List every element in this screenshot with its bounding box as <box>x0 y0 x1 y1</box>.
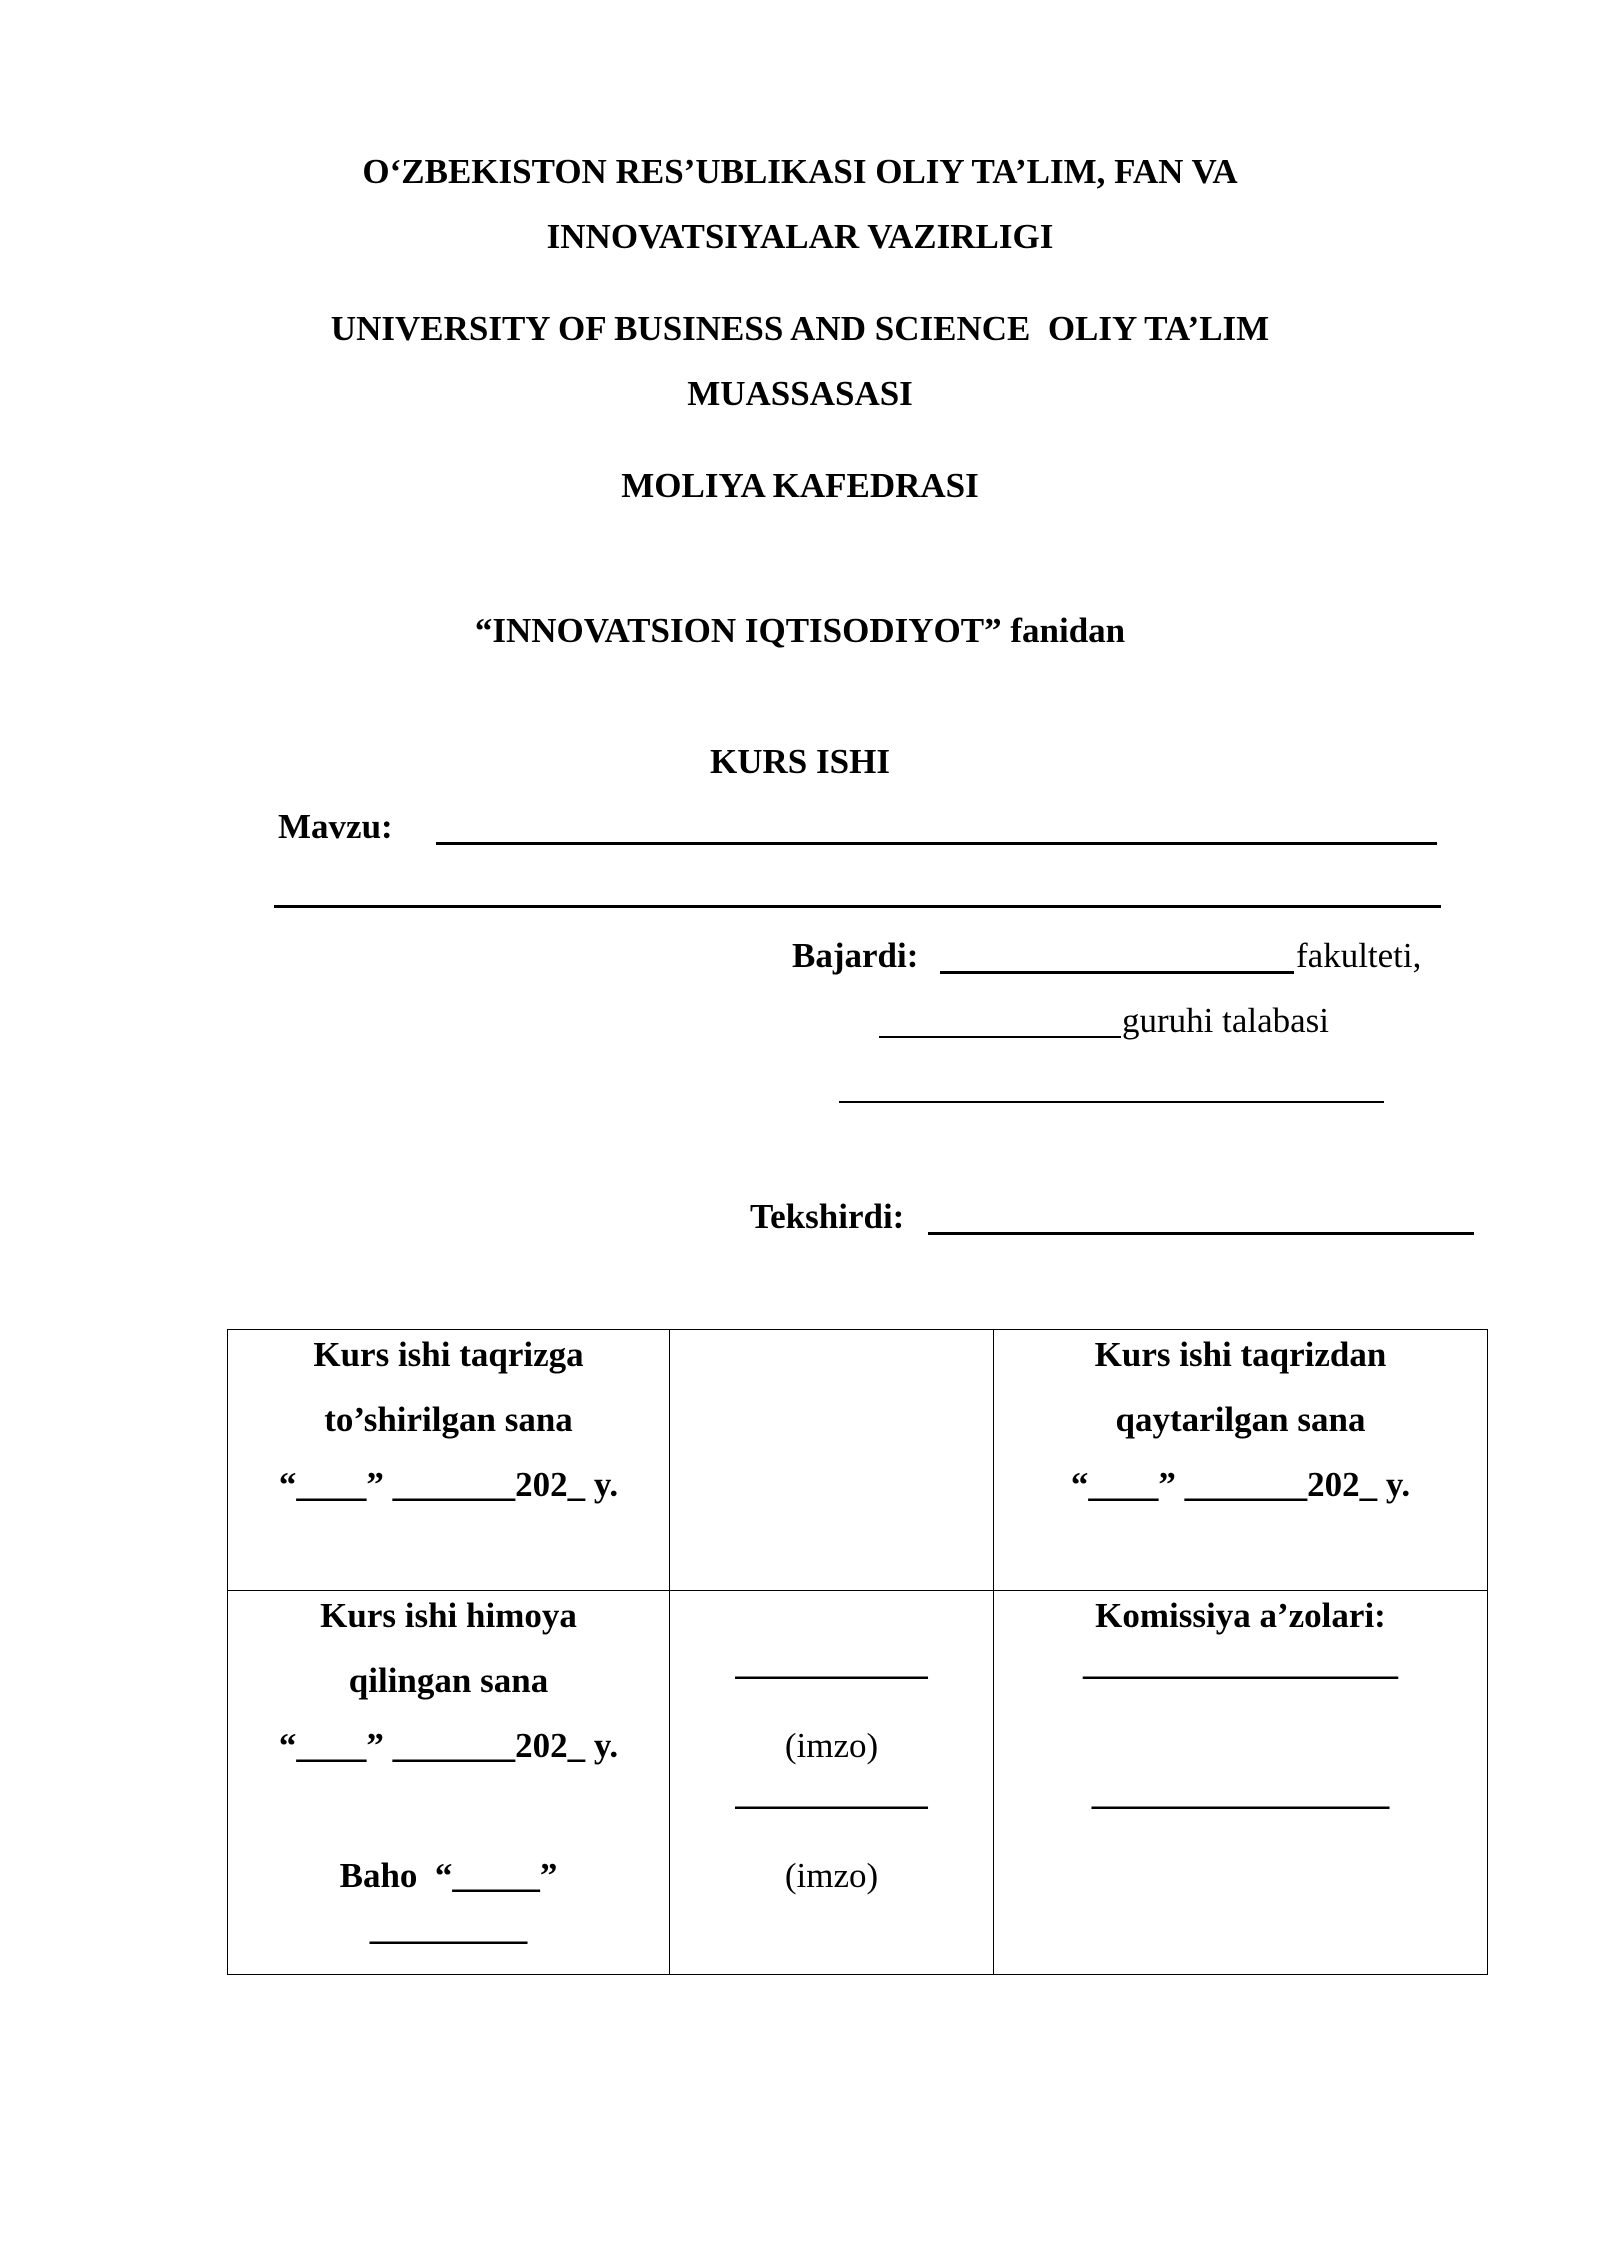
group-suffix: guruhi talabasi <box>1122 1001 1330 1040</box>
defended-cell <box>228 1591 670 1975</box>
performer-label: Bajardi: <box>792 936 919 975</box>
defended-line-1: Kurs ishi himoya <box>320 1596 577 1635</box>
university-line-1: UNIVERSITY OF BUSINESS AND SCIENCE OLIY TA’LIM <box>330 309 1270 348</box>
signature-blank-2: ___________ <box>735 1773 928 1812</box>
submitted-line-1: Kurs ishi taqrizga <box>313 1335 584 1374</box>
commission-label: Komissiya a’zolari: <box>1095 1596 1386 1635</box>
checker-label: Tekshirdi: <box>750 1197 905 1236</box>
topic-blank-line-1 <box>436 842 1437 845</box>
submitted-date: “____” _______202_ y. <box>278 1465 619 1504</box>
defense-row <box>228 1591 1488 1975</box>
group-blank <box>879 1036 1121 1038</box>
topic-blank-line-2 <box>274 905 1441 908</box>
defended-date: “____” _______202_ y. <box>278 1726 619 1765</box>
review-table <box>227 1329 1488 1975</box>
returned-line-1: Kurs ishi taqrizdan <box>1094 1335 1387 1374</box>
faculty-blank <box>940 971 1294 974</box>
department-name: MOLIYA KAFEDRASI <box>621 466 979 505</box>
subject-title: “INNOVATSION IQTISODIYOT” fanidan <box>474 611 1126 650</box>
returned-line-2: qaytarilgan sana <box>1115 1400 1366 1439</box>
signature-caption-1: (imzo) <box>784 1726 879 1765</box>
signature-blank-1: ___________ <box>735 1643 928 1682</box>
signature-caption-2: (imzo) <box>784 1856 879 1895</box>
student-name-blank <box>839 1101 1384 1103</box>
university-line-2: MUASSASASI <box>687 374 913 413</box>
document-type: KURS ISHI <box>710 742 890 781</box>
submitted-cell <box>228 1330 670 1591</box>
checker-blank <box>928 1232 1474 1235</box>
topic-label: Mavzu: <box>278 807 393 846</box>
commission-blank-1: __________________ <box>1083 1643 1398 1682</box>
ministry-line-1: O‘ZBEKISTON RES’UBLIKASI OLIY TA’LIM, FAN VA <box>362 152 1238 191</box>
signatures-cell <box>670 1591 994 1975</box>
returned-cell <box>994 1330 1488 1591</box>
ministry-line-2: INNOVATSIYALAR VAZIRLIGI <box>546 217 1054 256</box>
review-row <box>228 1330 1488 1591</box>
grade-label: Baho “_____” <box>339 1856 558 1895</box>
commission-cell <box>994 1591 1488 1975</box>
submitted-line-2: to’shirilgan sana <box>324 1400 573 1439</box>
empty-middle-cell <box>670 1330 994 1591</box>
grade-blank: _________ <box>369 1908 528 1947</box>
faculty-suffix: fakulteti, <box>1296 936 1422 975</box>
defended-line-2: qilingan sana <box>348 1661 549 1700</box>
commission-blank-2: _________________ <box>1091 1773 1390 1812</box>
returned-date: “____” _______202_ y. <box>1070 1465 1411 1504</box>
